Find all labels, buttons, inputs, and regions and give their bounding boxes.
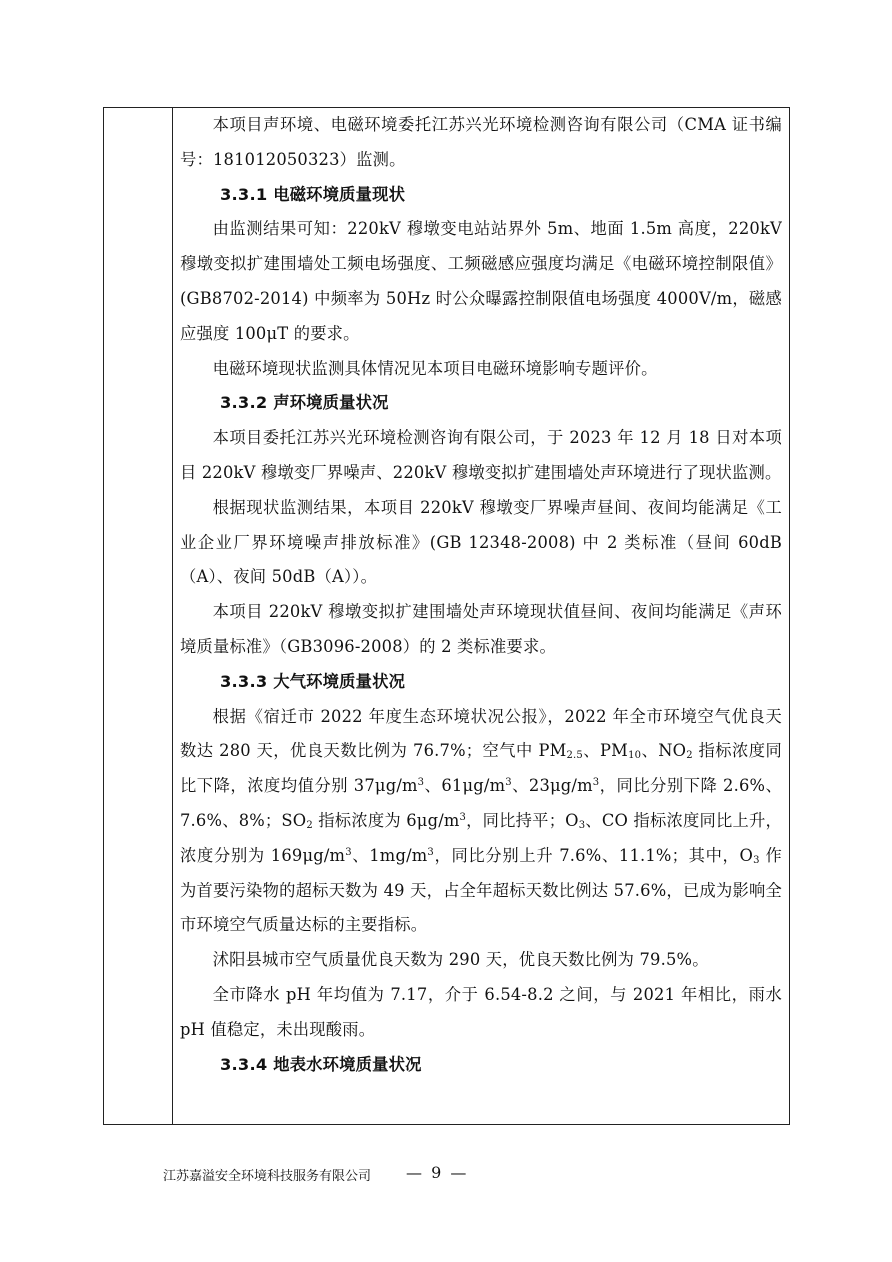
- em-result-paragraph: 由监测结果可知：220kV 穆墩变电站站界外 5m、地面 1.5m 高度，220kV 穆墩变拟扩建围墙处工频电场强度、工频磁感应强度均满足《电磁环境控制限值》(GB8702-2014) 中频率为 50Hz 时公众曝露控制限值电场强度 4000V/m，磁感应强度 100μT 的要求。: [180, 219, 782, 343]
- document-body: [180, 108, 782, 1082]
- heading-3-3-3: 3.3.3 大气环境质量状况: [220, 671, 406, 691]
- air-quality-paragraph-2: 沭阳县城市空气质量优良天数为 290 天，优良天数比例为 79.5%。: [212, 950, 709, 970]
- em-detail-paragraph: 电磁环境现状监测具体情况见本项目电磁环境影响专题评价。: [212, 358, 658, 378]
- heading-3-3-4: 3.3.4 地表水环境质量状况: [220, 1054, 422, 1074]
- heading-3-3-1: 3.3.1 电磁环境质量现状: [220, 184, 406, 204]
- heading-3-3-2: 3.3.2 声环境质量状况: [220, 393, 389, 413]
- footer-company-name: 江苏嘉溢安全环境科技服务有限公司: [163, 1169, 372, 1184]
- noise-result-paragraph-1: 根据现状监测结果，本项目 220kV 穆墩变厂界噪声昼间、夜间均能满足《工业企业厂界环境噪声排放标准》(GB 12348-2008) 中 2 类标准（昼间 60dB（A）、夜间 50dB（A））。: [180, 497, 782, 587]
- noise-commission-paragraph: 本项目委托江苏兴光环境检测咨询有限公司，于 2023 年 12 月 18 日对本项目 220kV 穆墩变厂界噪声、220kV 穆墩变拟扩建围墙处声环境进行了现状监测。: [180, 428, 782, 482]
- air-quality-paragraph-1: 根据《宿迁市 2022 年度生态环境状况公报》，2022 年全市环境空气优良天数达 280 天，优良天数比例为 76.7%；空气中 $PM_{2.5}$、$PM_{10}$、$NO_2$ 指标浓度同比下降，浓度均值分别 $37\mu g/m^3$、$61\mu g/m^3$、$23\mu g/m^3$，同比分别下降 2.6%、7.6%、8%；$SO_2$ 指标浓度为 $6\mu g/m^3$，同比持平；$O_3$、CO 指标浓度同比上升，浓度分别为 $169\mu g/m^3$、$1mg/m^3$，同比分别上升 7.6%、11.1%；其中，$O_3$ 作为首要污染物的超标天数为 49 天，占全年超标天数比例达 57.6%，已成为影响全市环境空气质量达标的主要指标。: [180, 706, 783, 935]
- intro-paragraph: 本项目声环境、电磁环境委托江苏兴光环境检测咨询有限公司（CMA 证书编号：181012050323）监测。: [180, 115, 782, 169]
- table-column-divider: [172, 108, 173, 1124]
- noise-result-paragraph-2: 本项目 220kV 穆墩变拟扩建围墙处声环境现状值昼间、夜间均能满足《声环境质量标准》（GB3096-2008）的 2 类标准要求。: [180, 602, 782, 656]
- page-number: — 9 —: [406, 1163, 469, 1182]
- air-quality-paragraph-3: 全市降水 pH 年均值为 7.17，介于 6.54-8.2 之间，与 2021 年相比，雨水 pH 值稳定，未出现酸雨。: [180, 984, 782, 1039]
